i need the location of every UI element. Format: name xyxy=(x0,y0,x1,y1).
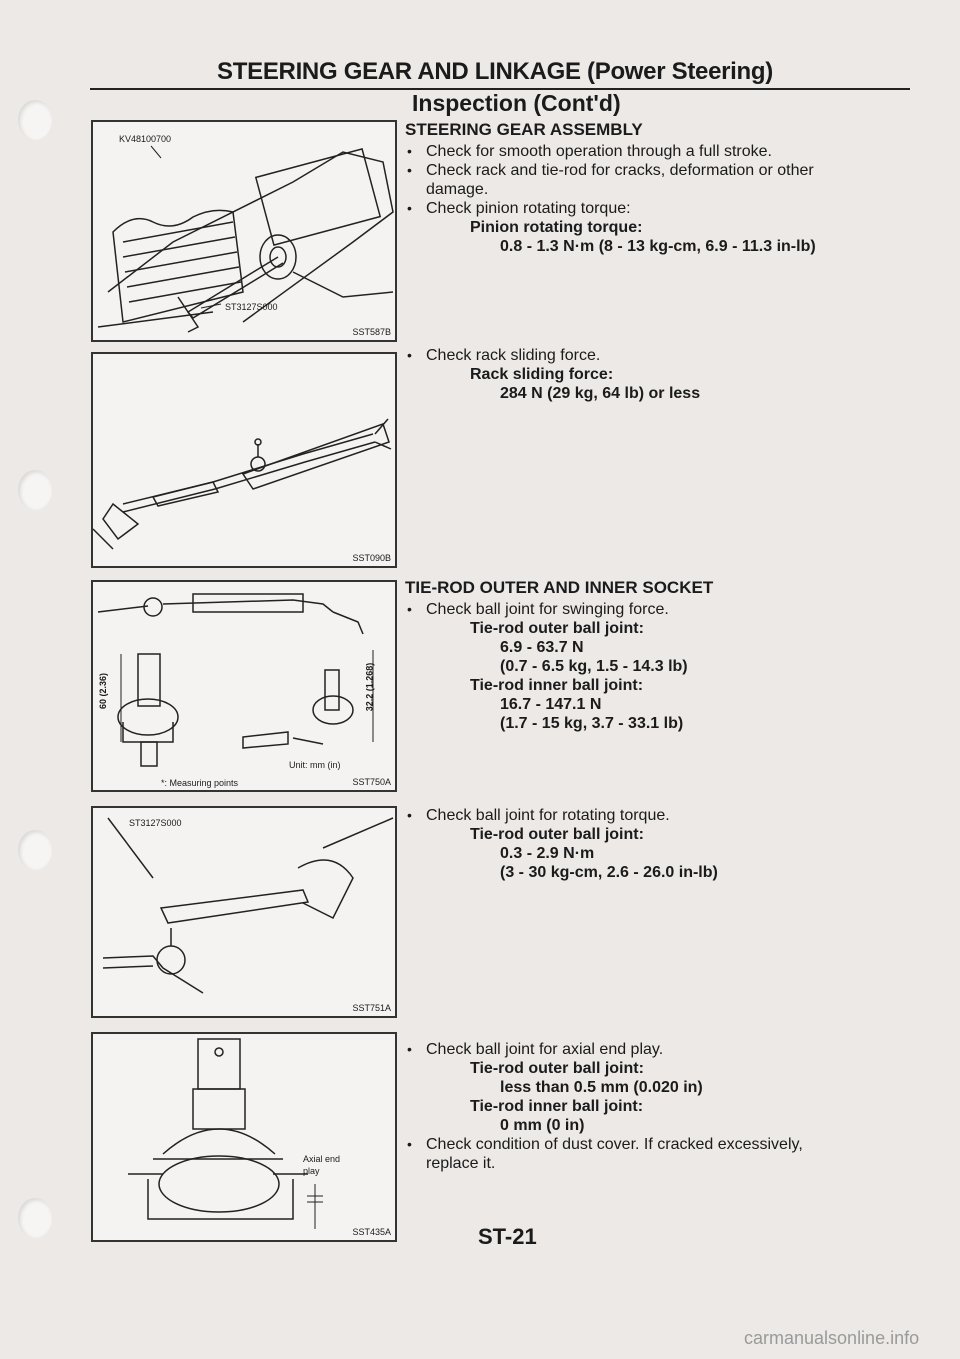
punch-hole xyxy=(18,830,52,870)
figure-rotating-torque xyxy=(91,806,397,1018)
tie-rod-bullet-cont: replace it. xyxy=(426,1155,496,1172)
dimension-left: 60 (2.36) xyxy=(98,672,109,710)
spec-label: Tie-rod outer ball joint: xyxy=(470,1060,644,1077)
gear-assembly-heading: STEERING GEAR ASSEMBLY xyxy=(405,120,643,139)
figure-label-st: ST3127S000 xyxy=(129,818,182,828)
spec-label: Tie-rod outer ball joint: xyxy=(470,620,644,637)
tie-rod-measuring-illustration xyxy=(93,582,395,790)
tie-rod-bullet: • Check ball joint for rotating torque. xyxy=(405,806,915,825)
tie-rod-heading: TIE-ROD OUTER AND INNER SOCKET xyxy=(405,578,714,597)
measuring-points-note: *: Measuring points xyxy=(161,778,239,788)
section-title: Inspection (Cont'd) xyxy=(412,90,621,116)
figure-code: SST750A xyxy=(352,777,391,787)
spec-label: Tie-rod outer ball joint: xyxy=(470,826,644,843)
spec-label: Rack sliding force: xyxy=(470,366,614,383)
figure-code: SST751A xyxy=(352,1003,391,1013)
spec-value: 6.9 - 63.7 N xyxy=(500,639,584,656)
punch-hole xyxy=(18,1198,52,1238)
spec-value: (3 - 30 kg-cm, 2.6 - 26.0 in-lb) xyxy=(500,864,718,881)
figure-label-st: ST3127S000 xyxy=(225,302,278,312)
tie-rod-bullet: • Check ball joint for axial end play. xyxy=(405,1040,915,1059)
tie-rod-axial-section xyxy=(405,1040,915,1173)
watermark: carmanualsonline.info xyxy=(744,1328,920,1348)
spec-label: Tie-rod inner ball joint: xyxy=(470,677,644,694)
figure-label-kv: KV48100700 xyxy=(119,134,172,144)
gear-bullet: • Check rack and tie-rod for cracks, deformation or other xyxy=(405,161,915,180)
spec-value: 16.7 - 147.1 N xyxy=(500,696,602,713)
spec-value: 0 mm (0 in) xyxy=(500,1117,585,1134)
rack-force-section xyxy=(405,346,915,403)
figure-code: SST090B xyxy=(352,553,391,563)
rotating-torque-illustration xyxy=(93,808,395,1016)
spec-value: (1.7 - 15 kg, 3.7 - 33.1 lb) xyxy=(500,715,684,732)
axial-label: Axial end xyxy=(303,1154,341,1164)
gear-bullet: • Check pinion rotating torque: xyxy=(405,199,915,218)
page-header xyxy=(90,58,910,86)
page-number: ST-21 xyxy=(478,1224,537,1249)
spec-value: (0.7 - 6.5 kg, 1.5 - 14.3 lb) xyxy=(500,658,688,675)
rack-bullet: • Check rack sliding force. xyxy=(405,346,915,365)
spec-value: 0.3 - 2.9 N·m xyxy=(500,845,595,862)
tie-rod-bullet: • Check condition of dust cover. If cracked excessively, xyxy=(405,1135,915,1154)
axial-label: play xyxy=(303,1166,320,1176)
spec-value: 284 N (29 kg, 64 lb) or less xyxy=(500,385,701,402)
page-title: STEERING GEAR AND LINKAGE (Power Steering) xyxy=(217,58,773,85)
spec-label: Tie-rod inner ball joint: xyxy=(470,1098,644,1115)
figure-code: SST587B xyxy=(352,327,391,337)
spec-label: Pinion rotating torque: xyxy=(470,219,643,236)
axial-end-play-illustration xyxy=(93,1034,395,1240)
rack-sliding-illustration xyxy=(93,354,395,566)
punch-hole xyxy=(18,100,52,140)
figure-tie-rod-measuring xyxy=(91,580,397,792)
tie-rod-rotate-section xyxy=(405,806,915,882)
punch-hole xyxy=(18,470,52,510)
spec-value: 0.8 - 1.3 N·m (8 - 13 kg-cm, 6.9 - 11.3 in-lb) xyxy=(500,238,816,255)
gear-bullet-cont: damage. xyxy=(426,181,489,198)
gear-assembly-section xyxy=(405,120,915,256)
figure-pinion-torque xyxy=(91,120,397,342)
dimension-right: 32.2 (1.268) xyxy=(364,662,375,712)
figure-axial-end-play xyxy=(91,1032,397,1242)
figure-rack-sliding xyxy=(91,352,397,568)
tie-rod-swing-section xyxy=(405,578,915,733)
figure-code: SST435A xyxy=(352,1227,391,1237)
tie-rod-bullet: • Check ball joint for swinging force. xyxy=(405,600,915,619)
spec-value: less than 0.5 mm (0.020 in) xyxy=(500,1079,703,1096)
unit-label: Unit: mm (in) xyxy=(289,760,341,770)
gear-bullet: • Check for smooth operation through a full stroke. xyxy=(405,142,915,161)
